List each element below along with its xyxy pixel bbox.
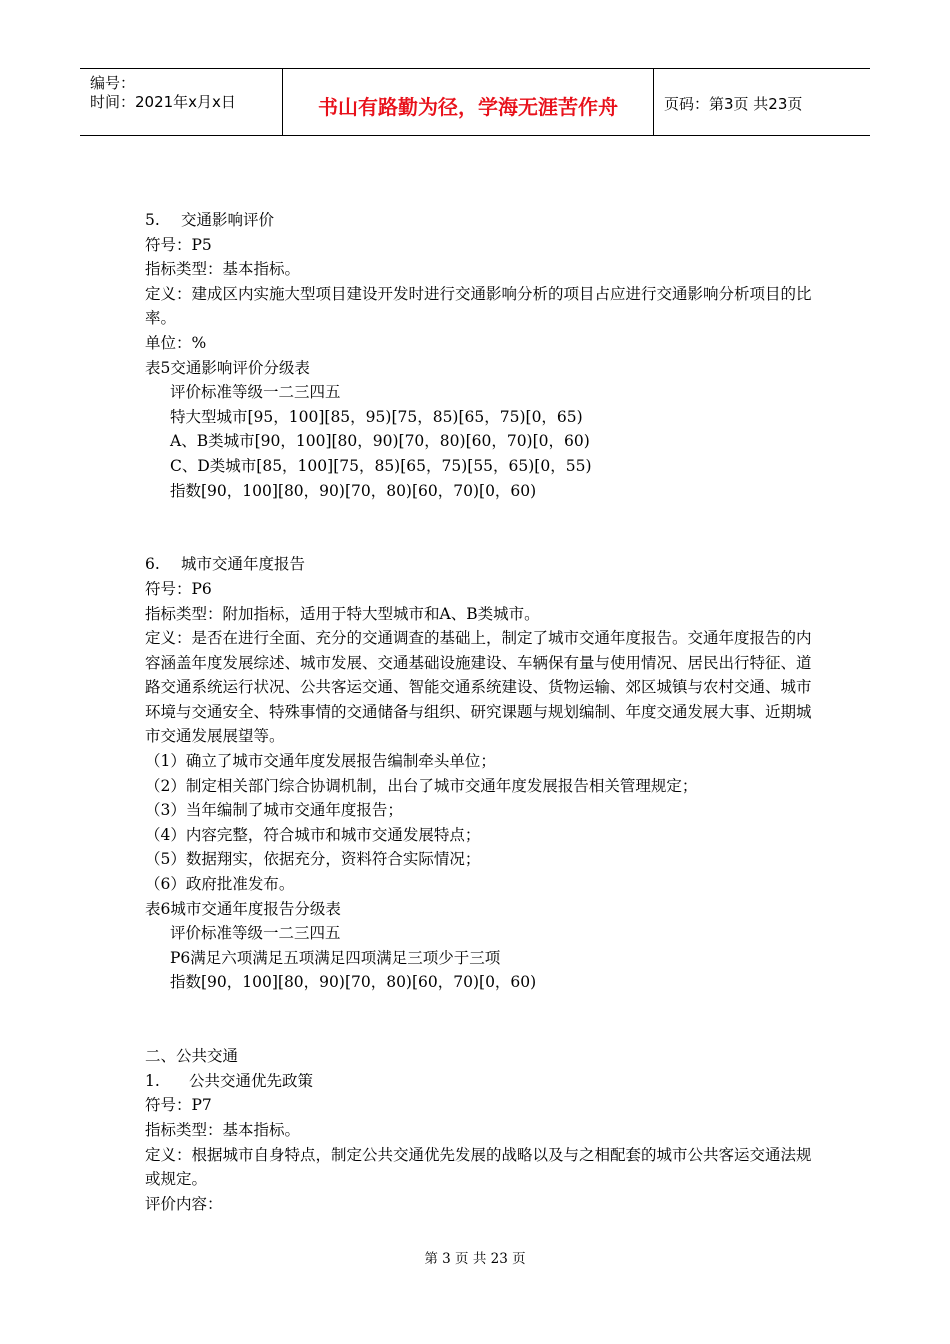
document-body bbox=[145, 208, 825, 1216]
list-item: （4）内容完整，符合城市和城市交通发展特点； bbox=[145, 825, 481, 844]
table-row: 指数[90，100][80，90)[70，80)[60，70)[0，60) bbox=[170, 481, 537, 500]
spacer bbox=[145, 1020, 825, 1045]
symbol-line: 符号：P6 bbox=[145, 579, 212, 598]
page-header bbox=[80, 68, 870, 136]
page-footer: 第 3 页 共 23 页 bbox=[424, 1251, 526, 1267]
header-right-cell bbox=[654, 69, 870, 135]
list-item: （1）确立了城市交通年度发展报告编制牵头单位； bbox=[145, 752, 496, 771]
section-number: 5. bbox=[145, 211, 160, 229]
table-row: 评价标准等级一二三四五 bbox=[170, 924, 341, 943]
section-heading bbox=[145, 552, 825, 577]
section-title: 交通影响评价 bbox=[181, 211, 275, 229]
list-item: （6）政府批准发布。 bbox=[145, 875, 295, 894]
section-heading bbox=[145, 208, 825, 233]
type-line: 指标类型：基本指标。 bbox=[145, 1120, 301, 1139]
section-number: 6. bbox=[145, 555, 160, 574]
code-label: 编号： bbox=[90, 74, 136, 92]
symbol-line: 符号：P5 bbox=[145, 235, 212, 254]
list-item: （5）数据翔实，依据充分，资料符合实际情况； bbox=[145, 850, 481, 869]
table-title: 表6城市交通年度报告分级表 bbox=[145, 899, 341, 918]
definition-paragraph: 定义：是否在进行全面、充分的交通调查的基础上，制定了城市交通年度报告。交通年度报告的内容涵盖年度发展综述、城市发展、交通基础设施建设、车辆保有量与使用情况、居民出行特征、道路交通系统运行状况、公共客运交通、智能交通系统建设、货物运输、郊区城镇与农村交通、城市环境与交通安全、特殊事情的交通储备与组织、研究课题与规划编制、年度交通发展大事、近期城市交通发展展望等。 bbox=[145, 629, 812, 746]
header-middle-cell bbox=[282, 69, 654, 135]
motto-text: 书山有路勤为径，学海无涯苦作舟 bbox=[318, 95, 618, 119]
section-title: 城市交通年度报告 bbox=[181, 555, 306, 574]
spacer bbox=[145, 528, 825, 553]
table-row: A、B类城市[90，100][80，90)[70，80)[60，70)[0，60) bbox=[170, 432, 590, 451]
definition-paragraph: 定义：建成区内实施大型项目建设开发时进行交通影响分析的项目占应进行交通影响分析项目的比率。 bbox=[145, 284, 812, 328]
page-info: 页码：第3页 共23页 bbox=[664, 95, 803, 113]
time-label: 时间：2021年x月x日 bbox=[90, 93, 236, 111]
section-number: 1. bbox=[145, 1071, 160, 1090]
part-heading: 二、公共交通 bbox=[145, 1047, 239, 1066]
evaluation-label: 评价内容： bbox=[145, 1194, 223, 1213]
unit-line: 单位：% bbox=[145, 333, 207, 352]
spacer bbox=[145, 995, 825, 1020]
type-line: 指标类型：基本指标。 bbox=[145, 260, 301, 279]
type-line: 指标类型：附加指标，适用于特大型城市和A、B类城市。 bbox=[145, 604, 540, 623]
header-left-cell bbox=[80, 69, 282, 135]
table-title: 表5交通影响评价分级表 bbox=[145, 358, 310, 377]
table-row: 评价标准等级一二三四五 bbox=[170, 383, 341, 402]
symbol-line: 符号：P7 bbox=[145, 1096, 212, 1115]
section-heading bbox=[145, 1069, 825, 1094]
table-row: 指数[90，100][80，90)[70，80)[60，70)[0，60) bbox=[170, 973, 537, 992]
section-title: 公共交通优先政策 bbox=[189, 1071, 314, 1090]
table-row: C、D类城市[85，100][75，85)[65，75)[55，65)[0，55) bbox=[170, 456, 592, 475]
table-row: P6满足六项满足五项满足四项满足三项少于三项 bbox=[170, 948, 501, 967]
definition-paragraph: 定义：根据城市自身特点，制定公共交通优先发展的战略以及与之相配套的城市公共客运交通法规或规定。 bbox=[145, 1145, 812, 1189]
list-item: （3）当年编制了城市交通年度报告； bbox=[145, 801, 403, 820]
table-row: 特大型城市[95，100][85，95)[75，85)[65，75)[0，65) bbox=[170, 407, 583, 426]
list-item: （2）制定相关部门综合协调机制，出台了城市交通年度发展报告相关管理规定； bbox=[145, 776, 698, 795]
spacer bbox=[145, 503, 825, 528]
